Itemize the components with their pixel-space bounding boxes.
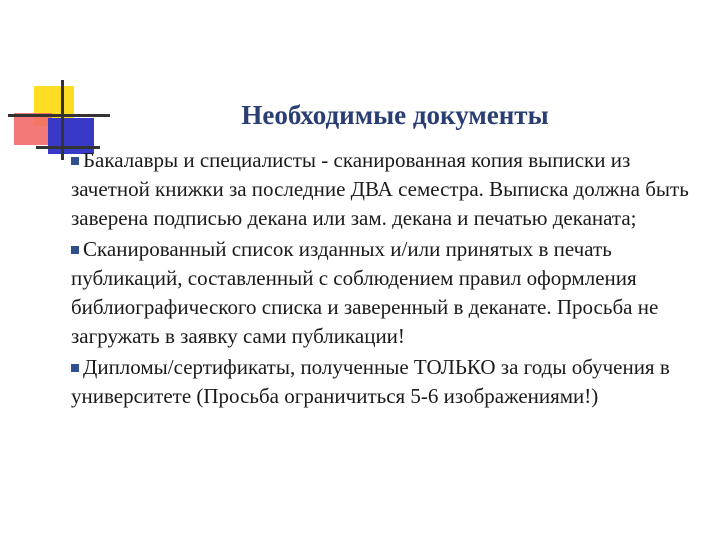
bullet-text-2: Сканированный список изданных и/или принятых в печать публикаций, составленный с соблюдением правил оформления библиографического списка и заверенный в деканате. Просьба не загружать в заявку сами публикации! <box>71 237 659 348</box>
bullet-text-3: Дипломы/сертификаты, полученные ТОЛЬКО за годы обучения в университете (Просьба ограничиться 5-6 изображениями!) <box>71 355 670 408</box>
bullet-item-1 <box>71 146 696 233</box>
square-bullet-icon <box>71 246 79 254</box>
square-bullet-icon <box>71 364 79 372</box>
bullet-item-3 <box>71 353 696 411</box>
decorative-squares <box>0 0 110 170</box>
red-square <box>14 113 52 145</box>
square-bullet-icon <box>71 157 79 165</box>
slide-title: Необходимые документы <box>241 100 549 130</box>
bullet-text-1: Бакалавры и специалисты - сканированная копия выписки из зачетной книжки за последние ДВА семестра. Выписка должна быть заверена подписью декана или зам. декана и печатью деканата; <box>71 148 689 230</box>
horizontal-line-top <box>8 114 110 117</box>
bullet-item-2 <box>71 235 696 351</box>
slide-body <box>71 146 696 413</box>
